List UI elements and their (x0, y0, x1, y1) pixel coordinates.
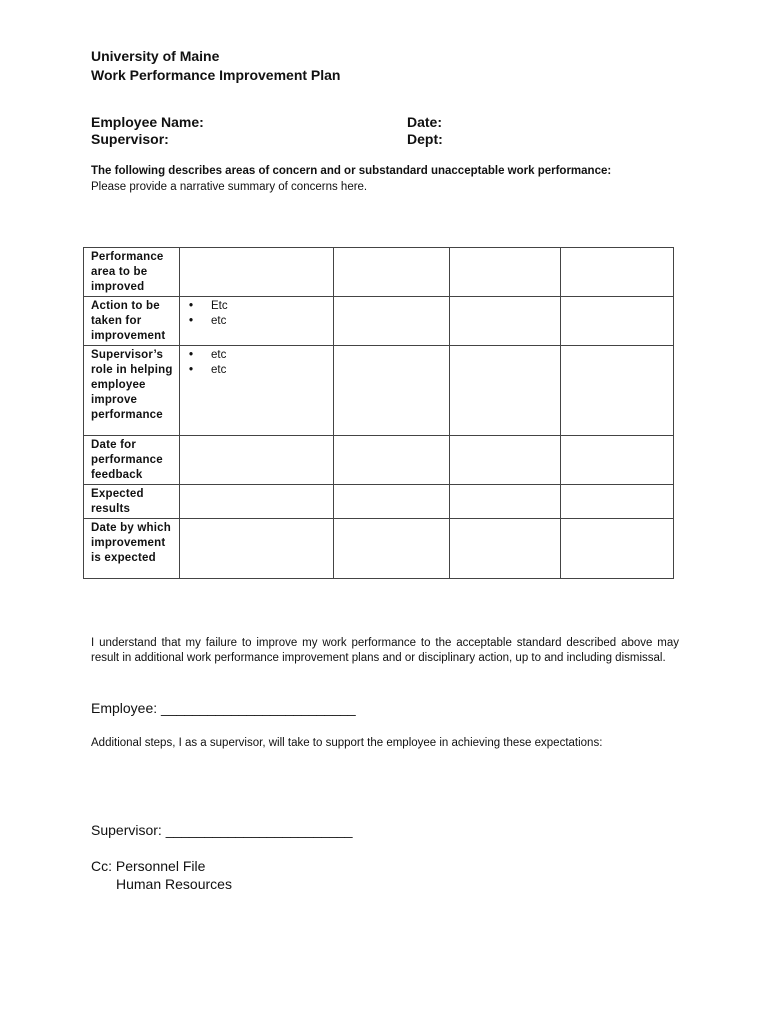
table-cell[interactable] (450, 248, 561, 297)
concerns-instruction: Please provide a narrative summary of concerns here. (91, 181, 368, 193)
row-label-feedback-date: Date for performance feedback (84, 436, 180, 485)
employee-signature-line[interactable]: Employee: _________________________ (91, 700, 356, 716)
institution-name: University of Maine (91, 48, 220, 64)
table-row (84, 248, 674, 297)
improvement-plan-table (83, 247, 674, 579)
row-label-expected-results: Expected results (84, 485, 180, 519)
table-cell[interactable] (450, 519, 561, 579)
table-row (84, 485, 674, 519)
table-cell[interactable] (450, 485, 561, 519)
table-cell[interactable] (334, 297, 450, 346)
table-cell[interactable] (180, 346, 334, 436)
additional-steps-text: Additional steps, I as a supervisor, will take to support the employee in achieving these expectations: (91, 737, 603, 749)
cc-human-resources: Human Resources (116, 876, 232, 892)
list-item: • Etc (187, 299, 329, 314)
table-cell[interactable] (561, 248, 674, 297)
row-label-supervisor-role: Supervisor’s role in helping employee improve performance (84, 346, 180, 436)
table-cell[interactable] (334, 346, 450, 436)
table-row (84, 436, 674, 485)
table-cell[interactable] (334, 248, 450, 297)
bullet-list (187, 299, 329, 329)
table-cell[interactable] (561, 297, 674, 346)
table-row (84, 519, 674, 579)
table-cell[interactable] (450, 436, 561, 485)
table-cell[interactable] (450, 346, 561, 436)
list-item: • etc (187, 314, 329, 329)
form-title: Work Performance Improvement Plan (91, 67, 341, 83)
table-cell[interactable] (561, 346, 674, 436)
concerns-heading: The following describes areas of concern and or substandard unacceptable work performance: (91, 165, 612, 177)
list-item: • etc (187, 363, 329, 378)
table-cell[interactable] (180, 485, 334, 519)
table-cell[interactable] (561, 485, 674, 519)
supervisor-label: Supervisor: (91, 131, 169, 147)
table-cell[interactable] (450, 297, 561, 346)
table-cell[interactable] (180, 519, 334, 579)
table-cell[interactable] (334, 485, 450, 519)
table-cell[interactable] (561, 436, 674, 485)
cc-personnel-file: Cc: Personnel File (91, 858, 206, 874)
table-cell[interactable] (334, 436, 450, 485)
table-cell[interactable] (180, 248, 334, 297)
row-label-performance-area: Performance area to be improved (84, 248, 180, 297)
bullet-list (187, 348, 329, 378)
table-cell[interactable] (180, 436, 334, 485)
table-cell[interactable] (180, 297, 334, 346)
table-row (84, 297, 674, 346)
dept-label: Dept: (407, 131, 443, 147)
supervisor-signature-line[interactable]: Supervisor: ________________________ (91, 822, 353, 838)
row-label-action: Action to be taken for improvement (84, 297, 180, 346)
date-label: Date: (407, 114, 443, 130)
table-row (84, 346, 674, 436)
list-item: • etc (187, 348, 329, 363)
acknowledgement-statement: I understand that my failure to improve my work performance to the acceptable standard described above may result in additional work performance improvement plans and or disciplinary action, up to and including dismissal. (91, 637, 679, 664)
table-cell[interactable] (334, 519, 450, 579)
row-label-improvement-date: Date by which improvement is expected (84, 519, 180, 579)
table-cell[interactable] (561, 519, 674, 579)
employee-name-label: Employee Name: (91, 114, 204, 130)
